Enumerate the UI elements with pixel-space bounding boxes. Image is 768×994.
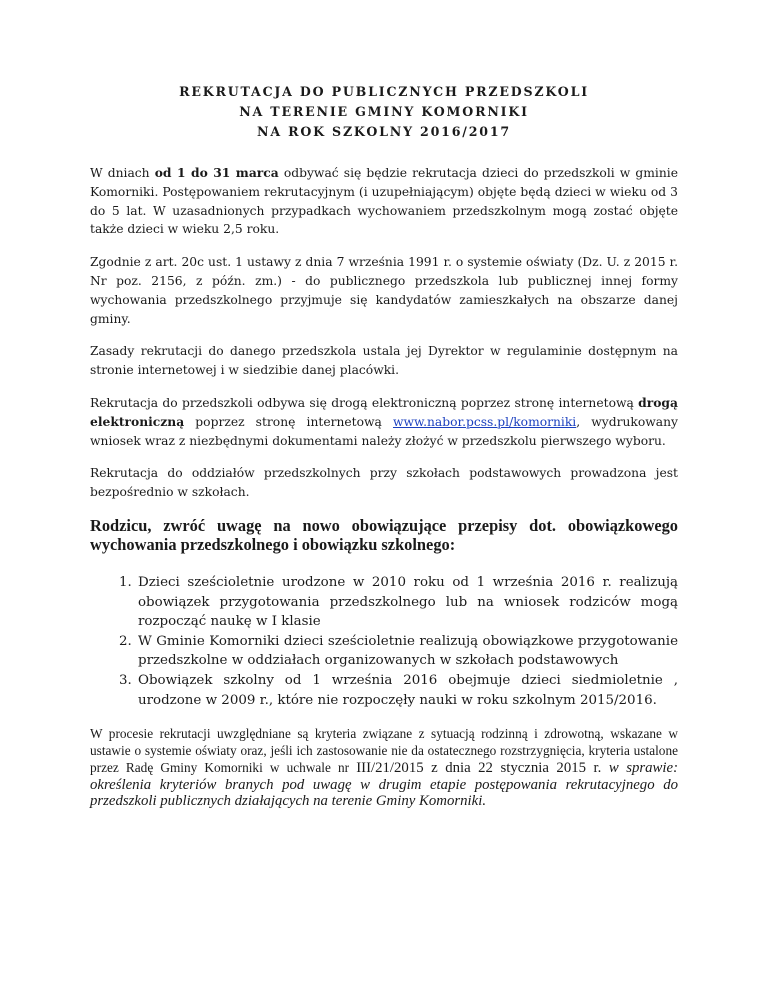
criteria-text: W procesie rekrutacji uwzględniane są kryteria związane z sytuacją rodzinną i zdrowotną, wskazane w ustawie o systemie oświaty oraz, jeśli ich zastosowanie nie da ostatecznego rozstrzygnięcia, kryteria ustalone przez Radę Gminy Komorniki w uchwale nr (90, 726, 678, 775)
paragraph-school-branches: Rekrutacja do oddziałów przedszkolnych przy szkołach podstawowych prowadzona jest bezpośrednio w szkołach. (90, 466, 678, 500)
criteria-italic: w sprawie: określenia kryteriów branych pod uwagę w drugim etapie postępowania rekrutacyjnego do przedszkoli publicznych działających na terenie Gminy Komorniki. (90, 759, 678, 810)
paragraph-rules: Zasady rekrutacji do danego przedszkola ustala jej Dyrektor w regulaminie dostępnym na stronie internetowej i w siedzibie danej placówki. (90, 344, 678, 378)
title-line-2: NA TERENIE GMINY KOMORNIKI (239, 104, 529, 119)
title-line-1: REKRUTACJA DO PUBLICZNYCH PRZEDSZKOLI (179, 84, 589, 99)
list-item: 1. Dzieci sześcioletnie urodzone w 2010 roku od 1 września 2016 r. realizują obowiązek przygotowania przedszkolnego lub na wniosek rodziców mogą rozpocząć naukę w I klasie (136, 573, 678, 632)
online-recruitment-after: , wydrukowany wniosek wraz z niezbędnymi dokumentami należy złożyć w przedszkolu pierwszego wyboru. (90, 414, 678, 448)
online-recruitment-middle: poprzez stronę internetową (184, 414, 393, 429)
criteria-resolution: III/21/2015 z dnia 22 stycznia 2015 r. (356, 759, 602, 776)
paragraph-dates-bold: od 1 do 31 marca (154, 165, 279, 180)
paragraph-criteria (90, 726, 678, 810)
online-recruitment-bold: drogą elektroniczną (90, 394, 678, 429)
list-item: 3. Obowiązek szkolny od 1 września 2016 obejmuje dzieci siedmioletnie , urodzone w 2009 r., które nie rozpoczęły nauki w roku szkolnym 2015/2016. (136, 671, 678, 710)
paragraph-legal-basis: Zgodnie z art. 20c ust. 1 ustawy z dnia 7 września 1991 r. o systemie oświaty (Dz. U. z 2015 r. Nr poz. 2156, z późn. zm.) - do publicznego przedszkola lub publicznej innej formy wychowania przedszkolnego przyjmuje się kandydatów zamieszkałych na obszarze danej gminy. (90, 255, 678, 326)
paragraph-online-recruitment (90, 394, 678, 450)
title-line-3: NA ROK SZKOLNY 2016/2017 (257, 124, 511, 139)
paragraph-dates (90, 164, 678, 239)
document-title (90, 82, 678, 142)
regulations-list (90, 573, 678, 710)
list-item: 2. W Gminie Komorniki dzieci sześcioletnie realizują obowiązkowe przygotowanie przedszkolne w oddziałach organizowanych w szkołach podstawowych (136, 632, 678, 671)
parents-notice-heading: Rodzicu, zwróć uwagę na nowo obowiązujące przepisy dot. obowiązkowego wychowania przedszkolnego i obowiązku szkolnego: (90, 515, 678, 555)
paragraph-dates-after: odbywać się będzie rekrutacja dzieci do przedszkoli w gminie Komorniki. Postępowaniem rekrutacyjnym (i uzupełniającym) objęte będą dzieci w wieku od 3 do 5 lat. W uzasadnionych przypadkach wychowaniem przedszkolnym mogą zostać objęte także dzieci w wieku 2,5 roku. (90, 166, 678, 237)
recruitment-link[interactable]: www.nabor.pcss.pl/komorniki (392, 414, 577, 429)
online-recruitment-before: Rekrutacja do przedszkoli odbywa się drogą elektroniczną poprzez stronę internetową (90, 395, 639, 410)
paragraph-dates-before: W dniach (90, 166, 155, 180)
